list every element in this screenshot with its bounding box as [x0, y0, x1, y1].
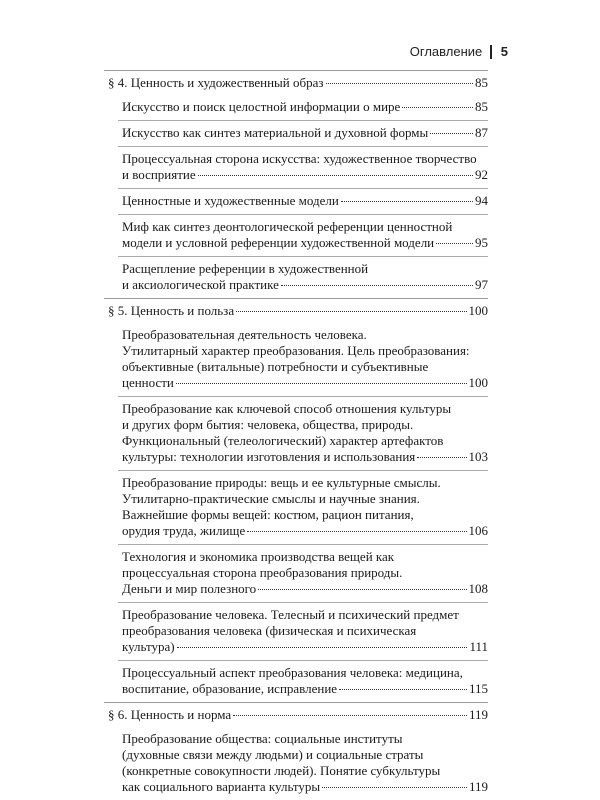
toc-entry-line: Деньги и мир полезного	[122, 581, 257, 596]
toc-entry-line: Процессуальный аспект преобразования человека: медицина,	[122, 665, 463, 680]
toc-entry-line: Преобразование общества: социальные институты	[122, 731, 403, 746]
toc-entry[interactable]	[104, 323, 488, 396]
toc-entry-line: Расщепление референции в художественной	[122, 261, 369, 276]
dot-leader	[430, 133, 473, 134]
table-of-contents	[104, 70, 488, 800]
dot-leader	[402, 107, 473, 108]
toc-leader-row	[108, 303, 488, 319]
toc-entry-line: модели и условной референции художественной модели	[122, 235, 435, 250]
toc-entry[interactable]	[118, 188, 488, 214]
toc-entry-line: Ценностные и художественные модели	[122, 193, 339, 208]
toc-entry-page: 108	[468, 581, 488, 596]
dot-leader	[339, 689, 467, 690]
toc-section-page: 100	[468, 303, 488, 318]
toc-entry-line: Утилитарно-практические смыслы и научные знания.	[122, 491, 420, 506]
toc-entry-line: Важнейшие формы вещей: костюм, рацион питания,	[122, 507, 414, 522]
toc-section-page: 85	[475, 75, 488, 90]
dot-leader	[281, 285, 473, 286]
toc-entry-line: преобразования человека (физическая и психическая	[122, 623, 417, 638]
running-head-title: Оглавление	[409, 44, 483, 59]
toc-leader-row	[122, 125, 488, 141]
toc-entry-line: и восприятие	[122, 167, 196, 182]
toc-leader-row	[122, 681, 488, 697]
toc-leader-row	[122, 99, 488, 115]
toc-entry-line: культуры: технологии изготовления и использования	[122, 449, 416, 464]
toc-entry-line: объективные (витальные) потребности и субъективные	[122, 359, 429, 374]
toc-entry-page: 111	[469, 639, 488, 654]
dot-leader	[233, 715, 467, 716]
dot-leader	[177, 647, 468, 648]
toc-leader-row	[122, 277, 488, 293]
toc-entry[interactable]	[104, 95, 488, 120]
dot-leader	[326, 83, 473, 84]
toc-entry-line: Технология и экономика производства вещей как	[122, 549, 395, 564]
dot-leader	[417, 457, 466, 458]
toc-leader-row	[122, 235, 488, 251]
toc-entry-line: Преобразование природы: вещь и ее культурные смыслы.	[122, 475, 441, 490]
dot-leader	[176, 383, 467, 384]
toc-entry-page: 100	[468, 375, 488, 390]
toc-section-title: § 4. Ценность и художественный образ	[108, 75, 324, 90]
toc-entry[interactable]	[104, 727, 488, 800]
toc-leader-row	[122, 167, 488, 183]
toc-entry-line: Преобразовательная деятельность человека.	[122, 327, 367, 342]
toc-section-title: § 6. Ценность и норма	[108, 707, 232, 722]
toc-entry-line: орудия труда, жилище	[122, 523, 246, 538]
toc-entry-page: 119	[468, 779, 488, 794]
toc-entry-line: Искусство и поиск целостной информации о мире	[122, 99, 401, 114]
toc-leader-row	[122, 779, 488, 795]
toc-entry-line: Искусство как синтез материальной и духовной формы	[122, 125, 429, 140]
toc-entry-page: 103	[468, 449, 488, 464]
toc-entry[interactable]	[118, 660, 488, 702]
toc-entry-page: 115	[468, 681, 488, 696]
toc-entry-page: 94	[475, 193, 488, 208]
toc-leader-row	[108, 707, 488, 723]
toc-entry-page: 95	[475, 235, 488, 250]
toc-entry-page: 92	[475, 167, 488, 182]
toc-entry-line: Преобразование как ключевой способ отношения культуры	[122, 401, 452, 416]
toc-entry-line: (духовные связи между людьми) и социальные страты	[122, 747, 424, 762]
toc-leader-row	[108, 75, 488, 91]
toc-entry-line: Процессуальная сторона искусства: художественное творчество	[122, 151, 477, 166]
dot-leader	[236, 311, 466, 312]
dot-leader	[322, 787, 467, 788]
toc-subsection-list	[104, 95, 488, 298]
toc-entry-page: 87	[475, 125, 488, 140]
dot-leader	[436, 243, 473, 244]
toc-section-title: § 5. Ценность и польза	[108, 303, 235, 318]
toc-entry-page: 85	[475, 99, 488, 114]
toc-leader-row	[122, 449, 488, 465]
toc-entry-line: как социального варианта культуры	[122, 779, 321, 794]
page-number: 5	[500, 44, 508, 59]
toc-entry-line: Преобразование человека. Телесный и психический предмет	[122, 607, 459, 622]
toc-entry-page: 106	[468, 523, 488, 538]
toc-entry-line: ценности	[122, 375, 174, 390]
dot-leader	[247, 531, 466, 532]
toc-leader-row	[122, 375, 488, 391]
toc-section-page: 119	[468, 707, 488, 722]
toc-entry-line: Утилитарный характер преобразования. Цель преобразования:	[122, 343, 470, 358]
toc-entry[interactable]	[118, 602, 488, 660]
toc-entry[interactable]	[118, 470, 488, 544]
toc-entry[interactable]	[118, 146, 488, 188]
toc-entry[interactable]	[118, 120, 488, 146]
toc-entry-line: культура)	[122, 639, 175, 654]
toc-subsection-list	[104, 727, 488, 800]
running-head	[410, 44, 508, 59]
running-head-divider	[490, 45, 492, 59]
toc-entry[interactable]	[118, 214, 488, 256]
dot-leader	[198, 175, 473, 176]
toc-entry[interactable]	[118, 396, 488, 470]
toc-section-heading[interactable]	[104, 703, 488, 727]
dot-leader	[341, 201, 473, 202]
toc-entry-line: Функциональный (телеологический) характер артефактов	[122, 433, 444, 448]
toc-entry[interactable]	[118, 256, 488, 298]
toc-leader-row	[122, 523, 488, 539]
toc-leader-row	[122, 193, 488, 209]
toc-entry-line: процессуальная сторона преобразования природы.	[122, 565, 403, 580]
toc-entry-line: и аксиологической практике	[122, 277, 279, 292]
toc-subsection-list	[104, 323, 488, 702]
toc-entry[interactable]	[118, 544, 488, 602]
toc-entry-page: 97	[475, 277, 488, 292]
toc-entry-line: и других форм бытия: человека, общества, природы.	[122, 417, 414, 432]
toc-section-heading[interactable]	[104, 299, 488, 323]
toc-entry-line: (конкретные совокупности людей). Понятие субкультуры	[122, 763, 441, 778]
toc-entry-line: воспитание, образование, исправление	[122, 681, 338, 696]
toc-section-heading[interactable]	[104, 71, 488, 95]
dot-leader	[258, 589, 466, 590]
toc-entry-line: Миф как синтез деонтологической референции ценностной	[122, 219, 453, 234]
toc-leader-row	[122, 639, 488, 655]
toc-leader-row	[122, 581, 488, 597]
